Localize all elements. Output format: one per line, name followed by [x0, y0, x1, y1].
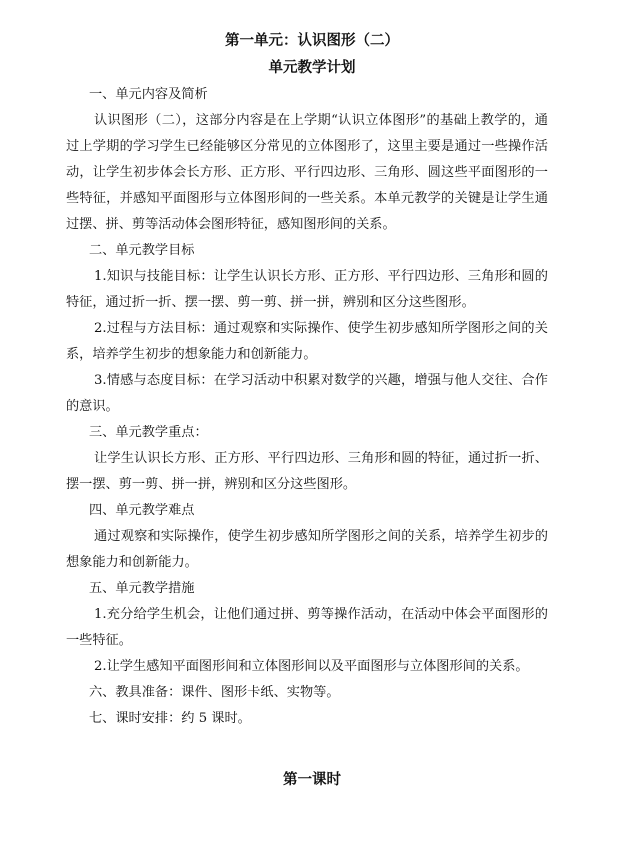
section-5-paragraph-2: 2.让学生感知平面图形间和立体图形间以及平面图形与立体图形间的关系。	[94, 659, 529, 674]
section-heading-3: 三、单元教学重点：	[89, 425, 208, 440]
lesson-title: 第一课时	[283, 772, 341, 788]
section-5-paragraph-1: 1.充分给学生机会，让他们通过拼、剪等操作活动，在活动中体会平面图形的一些特征。	[66, 607, 548, 648]
section-1-paragraph-1: 认识图形（二），这部分内容是在上学期“认识立体图形”的基础上教学的，通过上学期的学习学生已经能够区分常见的立体图形了，这里主要是通过一些操作活动，让学生初步体会长方形、正方形、平行四边形、三角形、圆这些平面图形的一些特征，并感知平面图形与立体图形间的一些关系。本单元教学的关键是让学生通过摆、拼、剪等活动体会图形特征，感知图形间的关系。	[66, 113, 548, 232]
page-title: 第一单元：认识图形（二）	[225, 33, 399, 49]
section-heading-4: 四、单元教学难点	[89, 503, 195, 518]
document-body	[66, 82, 548, 732]
section-heading-5: 五、单元教学措施	[89, 581, 195, 596]
section-2-paragraph-2: 2.过程与方法目标：通过观察和实际操作、使学生初步感知所学图形之间的关系，培养学生初步的想象能力和创新能力。	[66, 321, 548, 362]
section-4-paragraph-1: 通过观察和实际操作，使学生初步感知所学图形之间的关系，培养学生初步的想象能力和创新能力。	[66, 529, 548, 570]
section-heading-6: 六、教具准备：课件、图形卡纸、实物等。	[89, 685, 340, 700]
section-heading-1: 一、单元内容及简析	[89, 87, 208, 102]
section-heading-7: 七、课时安排：约 5 课时。	[89, 711, 251, 726]
section-2-paragraph-3: 3.情感与态度目标：在学习活动中积累对数学的兴趣，增强与他人交往、合作的意识。	[66, 373, 548, 414]
section-2-paragraph-1: 1.知识与技能目标：让学生认识长方形、正方形、平行四边形、三角形和圆的特征，通过折一折、摆一摆、剪一剪、拼一拼，辨别和区分这些图形。	[66, 269, 548, 310]
section-heading-2: 二、单元教学目标	[89, 243, 195, 258]
section-3-paragraph-1: 让学生认识长方形、正方形、平行四边形、三角形和圆的特征，通过折一折、摆一摆、剪一剪、拼一拼，辨别和区分这些图形。	[66, 451, 548, 492]
page-subtitle: 单元教学计划	[268, 60, 356, 76]
